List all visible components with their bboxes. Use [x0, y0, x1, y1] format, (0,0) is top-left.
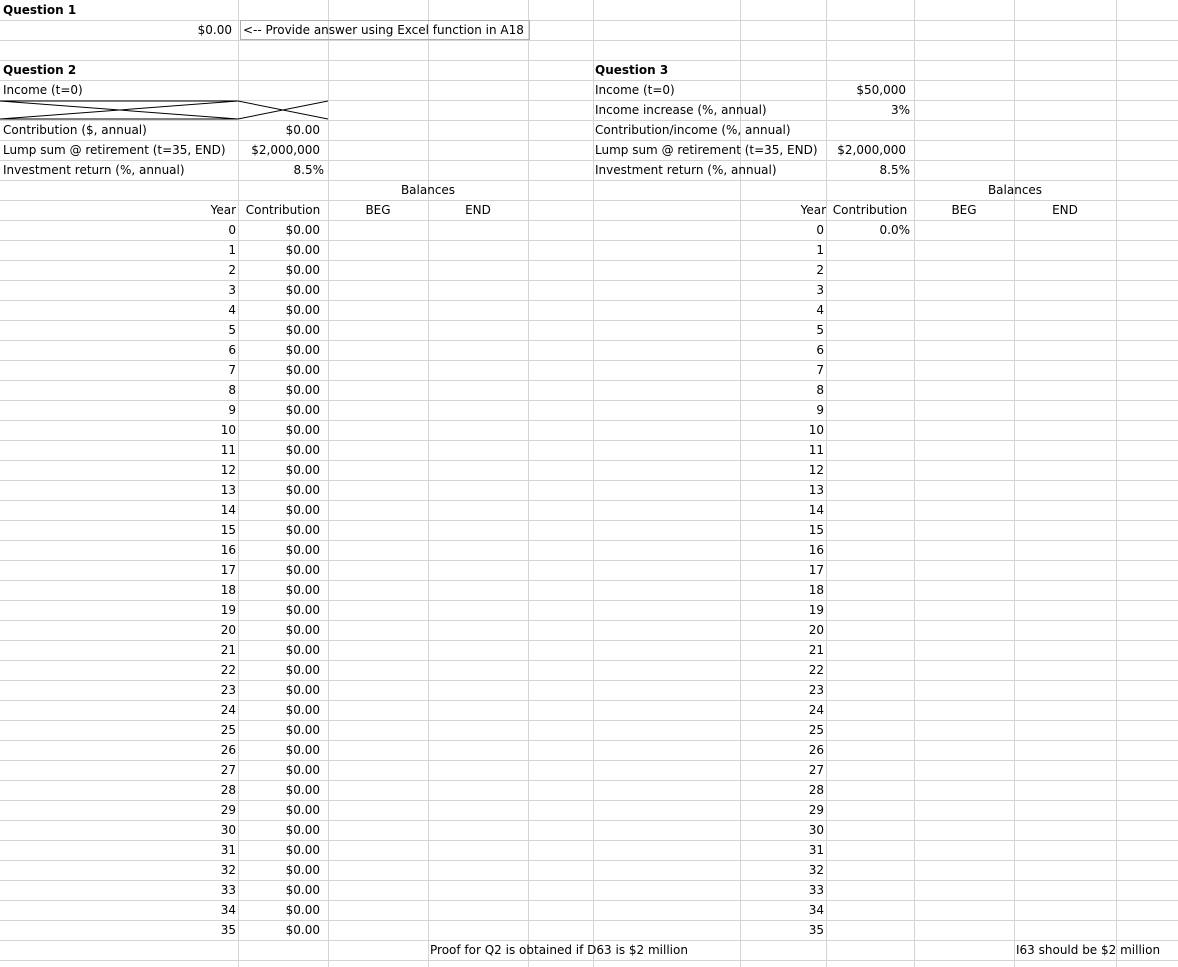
q2-return-value[interactable]: 8.5% — [293, 163, 324, 177]
q2-contribution-cell[interactable]: $0.00 — [285, 843, 320, 857]
q2-year-cell[interactable]: 30 — [220, 823, 236, 837]
q3-year-cell[interactable]: 6 — [816, 343, 824, 357]
q2-beg-header[interactable]: BEG — [365, 203, 391, 217]
q3-year-cell[interactable]: 26 — [808, 743, 824, 757]
q2-contribution-cell[interactable]: $0.00 — [285, 743, 320, 757]
q3-year-cell[interactable]: 8 — [816, 383, 824, 397]
q2-contribution-cell[interactable]: $0.00 — [285, 783, 320, 797]
q2-contribution-cell[interactable]: $0.00 — [285, 623, 320, 637]
q3-year-cell[interactable]: 11 — [808, 443, 824, 457]
q2-year-cell[interactable]: 35 — [220, 923, 236, 937]
q2-year-cell[interactable]: 11 — [220, 443, 236, 457]
q2-contribution-header[interactable]: Contribution — [245, 203, 321, 217]
q3-year-header[interactable]: Year — [800, 203, 826, 217]
q3-income-value[interactable]: $50,000 — [856, 83, 906, 97]
q2-contribution-cell[interactable]: $0.00 — [285, 503, 320, 517]
q2-year-cell[interactable]: 13 — [220, 483, 236, 497]
q2-year-cell[interactable]: 24 — [220, 703, 236, 717]
q2-year-cell[interactable]: 16 — [220, 543, 236, 557]
q3-year-cell[interactable]: 2 — [816, 263, 824, 277]
q2-contribution-cell[interactable]: $0.00 — [285, 803, 320, 817]
q2-year-cell[interactable]: 0 — [228, 223, 236, 237]
q3-proof-note[interactable]: I63 should be $2 million — [1016, 943, 1161, 957]
q3-year-cell[interactable]: 12 — [808, 463, 824, 477]
q3-year-cell[interactable]: 13 — [808, 483, 824, 497]
q3-year-cell[interactable]: 7 — [816, 363, 824, 377]
q2-year-cell[interactable]: 7 — [228, 363, 236, 377]
q3-year-cell[interactable]: 30 — [808, 823, 824, 837]
q2-lump-value[interactable]: $2,000,000 — [251, 143, 320, 157]
q2-year-cell[interactable]: 32 — [220, 863, 236, 877]
q3-increase-label[interactable]: Income increase (%, annual) — [595, 103, 767, 117]
q2-year-cell[interactable]: 2 — [228, 263, 236, 277]
q2-year-cell[interactable]: 5 — [228, 323, 236, 337]
q2-year-cell[interactable]: 19 — [220, 603, 236, 617]
q3-first-contribution[interactable]: 0.0% — [879, 223, 910, 237]
q2-contribution-cell[interactable]: $0.00 — [285, 763, 320, 777]
q3-year-cell[interactable]: 15 — [808, 523, 824, 537]
q3-year-cell[interactable]: 18 — [808, 583, 824, 597]
q3-year-cell[interactable]: 24 — [808, 703, 824, 717]
q3-year-cell[interactable]: 3 — [816, 283, 824, 297]
q3-balances-header[interactable]: Balances — [987, 183, 1043, 197]
q3-year-cell[interactable]: 27 — [808, 763, 824, 777]
q2-contribution-cell[interactable]: $0.00 — [285, 483, 320, 497]
q2-contribution-cell[interactable]: $0.00 — [285, 603, 320, 617]
q2-end-header[interactable]: END — [465, 203, 491, 217]
q3-year-cell[interactable]: 23 — [808, 683, 824, 697]
q2-year-header[interactable]: Year — [210, 203, 236, 217]
q3-year-cell[interactable]: 19 — [808, 603, 824, 617]
q2-contribution-cell[interactable]: $0.00 — [285, 403, 320, 417]
q2-year-cell[interactable]: 25 — [220, 723, 236, 737]
q3-return-value[interactable]: 8.5% — [879, 163, 910, 177]
q3-year-cell[interactable]: 31 — [808, 843, 824, 857]
q2-contribution-cell[interactable]: $0.00 — [285, 463, 320, 477]
q2-year-cell[interactable]: 15 — [220, 523, 236, 537]
q2-year-cell[interactable]: 17 — [220, 563, 236, 577]
q2-contribution-cell[interactable]: $0.00 — [285, 363, 320, 377]
q2-year-cell[interactable]: 1 — [228, 243, 236, 257]
q2-year-cell[interactable]: 22 — [220, 663, 236, 677]
q2-contribution-cell[interactable]: $0.00 — [285, 703, 320, 717]
q2-year-cell[interactable]: 23 — [220, 683, 236, 697]
q2-contribution-value[interactable]: $0.00 — [285, 123, 320, 137]
q3-increase-value[interactable]: 3% — [890, 103, 910, 117]
q3-year-cell[interactable]: 17 — [808, 563, 824, 577]
q2-contribution-cell[interactable]: $0.00 — [285, 223, 320, 237]
q2-year-cell[interactable]: 4 — [228, 303, 236, 317]
q2-year-cell[interactable]: 20 — [220, 623, 236, 637]
q3-year-cell[interactable]: 34 — [808, 903, 824, 917]
q2-year-cell[interactable]: 34 — [220, 903, 236, 917]
q2-lump-label[interactable]: Lump sum @ retirement (t=35, END) — [3, 143, 226, 157]
q2-year-cell[interactable]: 12 — [220, 463, 236, 477]
q2-year-cell[interactable]: 27 — [220, 763, 236, 777]
q2-year-cell[interactable]: 14 — [220, 503, 236, 517]
q2-year-cell[interactable]: 9 — [228, 403, 236, 417]
q2-contribution-cell[interactable]: $0.00 — [285, 903, 320, 917]
q2-contribution-cell[interactable]: $0.00 — [285, 543, 320, 557]
q2-year-cell[interactable]: 8 — [228, 383, 236, 397]
q2-contribution-label[interactable]: Contribution ($, annual) — [3, 123, 147, 137]
q3-year-cell[interactable]: 16 — [808, 543, 824, 557]
q2-contribution-cell[interactable]: $0.00 — [285, 683, 320, 697]
q2-return-label[interactable]: Investment return (%, annual) — [3, 163, 185, 177]
q2-contribution-cell[interactable]: $0.00 — [285, 563, 320, 577]
q3-income-label[interactable]: Income (t=0) — [595, 83, 675, 97]
q2-contribution-cell[interactable]: $0.00 — [285, 283, 320, 297]
q3-return-label[interactable]: Investment return (%, annual) — [595, 163, 777, 177]
q2-year-cell[interactable]: 10 — [220, 423, 236, 437]
q2-balances-header[interactable]: Balances — [400, 183, 456, 197]
q2-contribution-cell[interactable]: $0.00 — [285, 883, 320, 897]
q3-year-cell[interactable]: 25 — [808, 723, 824, 737]
q3-year-cell[interactable]: 29 — [808, 803, 824, 817]
q1-answer-cell[interactable]: $0.00 — [197, 23, 232, 37]
q2-year-cell[interactable]: 3 — [228, 283, 236, 297]
q2-year-cell[interactable]: 6 — [228, 343, 236, 357]
q2-contribution-cell[interactable]: $0.00 — [285, 923, 320, 937]
q3-lump-value[interactable]: $2,000,000 — [837, 143, 906, 157]
q2-contribution-cell[interactable]: $0.00 — [285, 383, 320, 397]
q2-contribution-cell[interactable]: $0.00 — [285, 243, 320, 257]
q3-year-cell[interactable]: 20 — [808, 623, 824, 637]
q2-contribution-cell[interactable]: $0.00 — [285, 643, 320, 657]
q2-income-label[interactable]: Income (t=0) — [3, 83, 83, 97]
q2-contribution-cell[interactable]: $0.00 — [285, 343, 320, 357]
q3-year-cell[interactable]: 35 — [808, 923, 824, 937]
q3-year-cell[interactable]: 28 — [808, 783, 824, 797]
q3-year-cell[interactable]: 33 — [808, 883, 824, 897]
q3-year-cell[interactable]: 21 — [808, 643, 824, 657]
q3-year-cell[interactable]: 9 — [816, 403, 824, 417]
q2-contribution-cell[interactable]: $0.00 — [285, 523, 320, 537]
q2-contribution-cell[interactable]: $0.00 — [285, 583, 320, 597]
q3-year-cell[interactable]: 22 — [808, 663, 824, 677]
q3-title[interactable]: Question 3 — [595, 63, 669, 77]
q2-year-cell[interactable]: 18 — [220, 583, 236, 597]
q1-note[interactable]: <-- Provide answer using Excel function in A18 — [240, 20, 530, 40]
q3-year-cell[interactable]: 5 — [816, 323, 824, 337]
q3-year-cell[interactable]: 14 — [808, 503, 824, 517]
q2-contribution-cell[interactable]: $0.00 — [285, 303, 320, 317]
q3-contribution-header[interactable]: Contribution — [832, 203, 908, 217]
q3-year-cell[interactable]: 10 — [808, 423, 824, 437]
q2-year-cell[interactable]: 21 — [220, 643, 236, 657]
q3-beg-header[interactable]: BEG — [951, 203, 977, 217]
q3-year-cell[interactable]: 4 — [816, 303, 824, 317]
q2-contribution-cell[interactable]: $0.00 — [285, 323, 320, 337]
q2-year-cell[interactable]: 33 — [220, 883, 236, 897]
q3-end-header[interactable]: END — [1052, 203, 1078, 217]
q3-contrib-pct-label[interactable]: Contribution/income (%, annual) — [595, 123, 791, 137]
q3-year-cell[interactable]: 32 — [808, 863, 824, 877]
q2-contribution-cell[interactable]: $0.00 — [285, 663, 320, 677]
q3-lump-label[interactable]: Lump sum @ retirement (t=35, END) — [595, 143, 818, 157]
q3-year-cell[interactable]: 1 — [816, 243, 824, 257]
q2-contribution-cell[interactable]: $0.00 — [285, 443, 320, 457]
q2-contribution-cell[interactable]: $0.00 — [285, 723, 320, 737]
q2-year-cell[interactable]: 26 — [220, 743, 236, 757]
q2-year-cell[interactable]: 29 — [220, 803, 236, 817]
q2-contribution-cell[interactable]: $0.00 — [285, 423, 320, 437]
q2-year-cell[interactable]: 31 — [220, 843, 236, 857]
q2-year-cell[interactable]: 28 — [220, 783, 236, 797]
q3-year-cell[interactable]: 0 — [816, 223, 824, 237]
q1-title[interactable]: Question 1 — [3, 3, 77, 17]
crossed-out-cells — [0, 100, 328, 120]
q2-contribution-cell[interactable]: $0.00 — [285, 863, 320, 877]
q2-contribution-cell[interactable]: $0.00 — [285, 263, 320, 277]
q2-proof-note[interactable]: Proof for Q2 is obtained if D63 is $2 million — [430, 943, 688, 957]
q2-title[interactable]: Question 2 — [3, 63, 77, 77]
q2-contribution-cell[interactable]: $0.00 — [285, 823, 320, 837]
